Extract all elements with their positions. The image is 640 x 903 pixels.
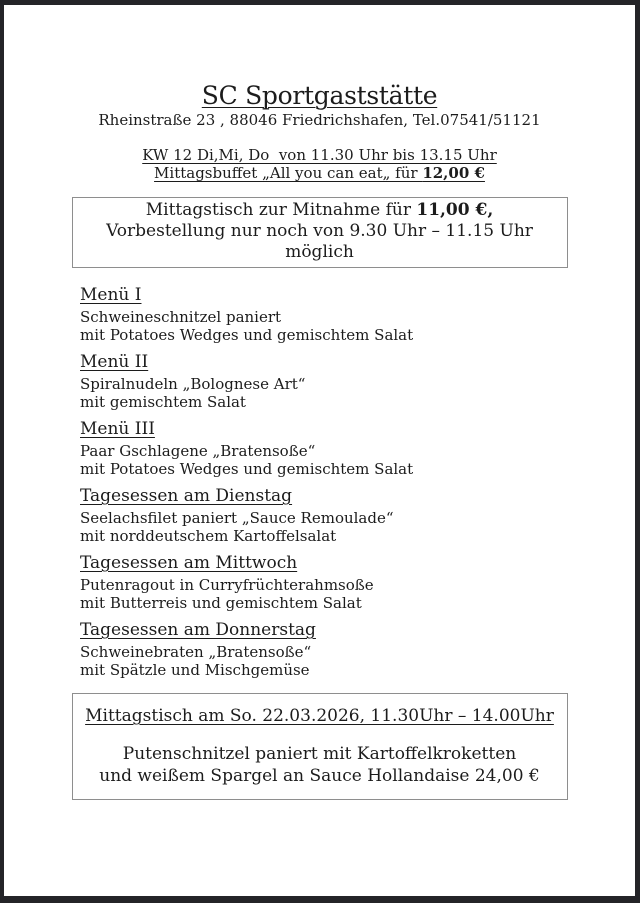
- menu-section-line: Spiralnudeln „Bolognese Art“: [80, 375, 306, 393]
- sunday-special-line2: und weißem Spargel an Sauce Hollandaise 24,00 €: [99, 766, 540, 786]
- menu-section-line: mit Potatoes Wedges und gemischtem Salat: [80, 460, 414, 478]
- menu-section-line: mit Spätzle und Mischgemüse: [80, 661, 310, 679]
- menu-section-menu-1: [80, 285, 635, 344]
- menu-document-page: [4, 5, 635, 896]
- menu-section-heading: Tagesessen am Mittwoch: [80, 553, 298, 573]
- takeaway-price: 11,00 €,: [416, 200, 494, 220]
- menu-section-line: mit gemischtem Salat: [80, 393, 246, 411]
- menu-section-line: mit norddeutschem Kartoffelsalat: [80, 527, 337, 545]
- buffet-price: 12,00 €: [422, 164, 485, 182]
- menu-section-line: mit Butterreis und gemischtem Salat: [80, 594, 362, 612]
- menu-section-heading: Menü II: [80, 352, 149, 372]
- takeaway-line2: Vorbestellung nur noch von 9.30 Uhr – 11.15 Uhr möglich: [106, 221, 533, 262]
- menu-section-menu-2: [80, 352, 635, 411]
- menu-section-heading: Menü I: [80, 285, 142, 305]
- menu-section-line: Schweinebraten „Bratensoße“: [80, 643, 312, 661]
- menu-section-line: Paar Gschlagene „Bratensoße“: [80, 442, 316, 460]
- menu-section-line: mit Potatoes Wedges und gemischtem Salat: [80, 326, 414, 344]
- sunday-special-box: [72, 693, 568, 800]
- sunday-special-heading: Mittagstisch am So. 22.03.2026, 11.30Uhr – 14.00Uhr: [85, 706, 554, 726]
- menu-section-line: Schweineschnitzel paniert: [80, 308, 282, 326]
- buffet-schedule-line: KW 12 Di,Mi, Do von 11.30 Uhr bis 13.15 Uhr: [142, 146, 497, 164]
- menu-section-heading: Menü III: [80, 419, 155, 439]
- menu-section-menu-3: [80, 419, 635, 478]
- restaurant-title: SC Sportgaststätte: [201, 81, 438, 110]
- menu-section-wednesday: [80, 553, 635, 612]
- restaurant-address: Rheinstraße 23 , 88046 Friedrichshafen, Tel.07541/51121: [98, 111, 541, 129]
- buffet-price-prefix: Mittagsbuffet „All you can eat„ für: [154, 164, 423, 182]
- takeaway-line1: [73, 200, 567, 221]
- menu-section-heading: Tagesessen am Donnerstag: [80, 620, 316, 640]
- takeaway-line1-prefix: Mittagstisch zur Mitnahme für: [145, 200, 417, 220]
- menu-section-line: Seelachsfilet paniert „Sauce Remoulade“: [80, 509, 394, 527]
- menu-list: [80, 285, 635, 679]
- menu-section-thursday: [80, 620, 635, 679]
- menu-section-heading: Tagesessen am Dienstag: [80, 486, 293, 506]
- menu-section-tuesday: [80, 486, 635, 545]
- buffet-price-line: [4, 164, 635, 182]
- takeaway-notice-box: [72, 197, 568, 268]
- menu-section-line: Putenragout in Curryfrüchterahmsoße: [80, 576, 374, 594]
- sunday-special-line1: Putenschnitzel paniert mit Kartoffelkroketten: [122, 744, 517, 764]
